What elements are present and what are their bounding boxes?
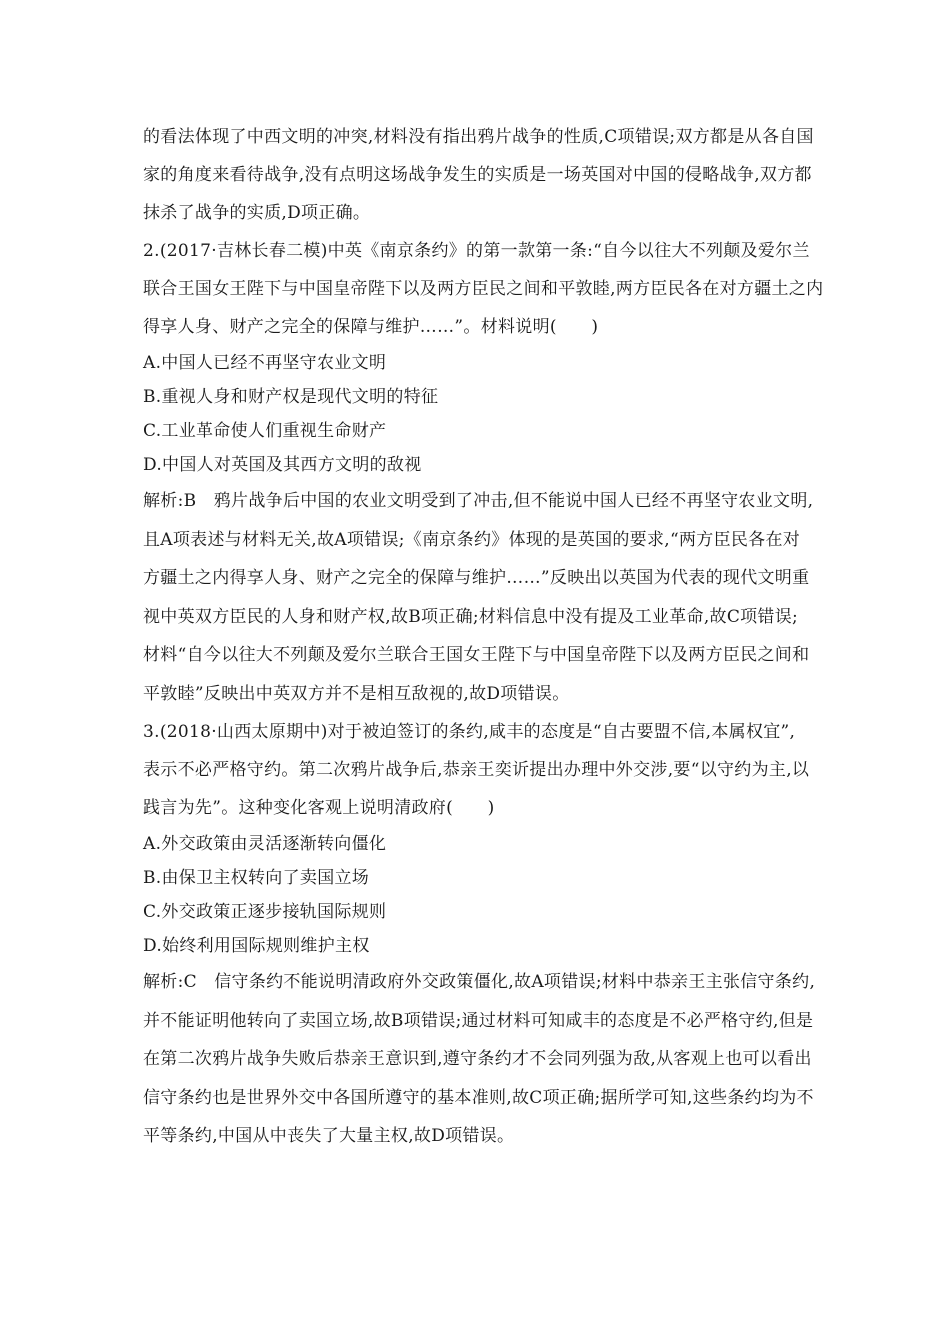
document-page — [143, 118, 824, 1156]
question-3-stem — [143, 713, 811, 827]
text-line: 视中英双方臣民的人身和财产权,故B项正确;材料信息中没有提及工业革命,故C项错误; — [143, 606, 799, 627]
text-line: 解析:B 鸦片战争后中国的农业文明受到了冲击,但不能说中国人已经不再坚守农业文明, — [143, 491, 814, 511]
text-line: 家的角度来看待战争,没有点明这场战争发生的实质是一场英国对中国的侵略战争,双方都 — [143, 165, 812, 185]
text-line: 平等条约,中国从中丧失了大量主权,故D项错误。 — [143, 1126, 515, 1146]
option-a: A.外交政策由灵活逐渐转向僵化 — [143, 834, 387, 854]
text-line: 3.(2018·山西太原期中)对于被迫签订的条约,咸丰的态度是“自古要盟不信,本属权宜”, — [143, 722, 796, 742]
text-line: 抹杀了战争的实质,D项正确。 — [143, 203, 371, 223]
option-d: D.始终利用国际规则维护主权 — [143, 936, 370, 956]
text-line: 2.(2017·吉林长春二模)中英《南京条约》的第一款第一条:“自今以往大不列颠及爱尔兰 — [143, 241, 810, 261]
option-c: C.外交政策正逐步接轨国际规则 — [143, 902, 387, 922]
text-line: 在第二次鸦片战争失败后恭亲王意识到,遵守条约才不会同列强为敌,从客观上也可以看出 — [143, 1049, 812, 1069]
text-line: 得享人身、财产之完全的保障与维护……”。材料说明( ) — [143, 317, 599, 337]
question-3-analysis — [143, 963, 816, 1156]
text-line: 且A项表述与材料无关,故A项错误;《南京条约》体现的是英国的要求,“两方臣民各在对 — [143, 529, 801, 550]
text-line: 的看法体现了中西文明的冲突,材料没有指出鸦片战争的性质,C项错误;双方都是从各自国 — [143, 127, 814, 147]
text-line: 材料“自今以往大不列颠及爱尔兰联合王国女王陛下与中国皇帝陛下以及两方臣民之间和 — [143, 645, 810, 665]
intro-paragraph — [143, 118, 814, 232]
text-line: 并不能证明他转向了卖国立场,故B项错误;通过材料可知咸丰的态度是不必严格守约,但是 — [143, 1010, 814, 1031]
text-line: 践言为先”。这种变化客观上说明清政府( ) — [143, 798, 495, 818]
question-2-stem — [143, 232, 824, 346]
option-d: D.中国人对英国及其西方文明的敌视 — [143, 455, 422, 475]
text-line: 信守条约也是世界外交中各国所遵守的基本准则,故C项正确;据所学可知,这些条约均为不 — [143, 1087, 814, 1108]
text-line: 表示不必严格守约。第二次鸦片战争后,恭亲王奕䜣提出办理中外交涉,要“以守约为主,以 — [143, 760, 810, 780]
option-b: B.由保卫主权转向了卖国立场 — [143, 868, 370, 888]
text-line: 平敦睦”反映出中英双方并不是相互敌视的,故D项错误。 — [143, 683, 570, 704]
option-c: C.工业革命使人们重视生命财产 — [143, 421, 387, 441]
option-a: A.中国人已经不再坚守农业文明 — [143, 353, 387, 373]
text-line: 联合王国女王陛下与中国皇帝陛下以及两方臣民之间和平敦睦,两方臣民各在对方疆土之内 — [143, 279, 824, 299]
question-2-options — [143, 346, 811, 482]
question-3-options — [143, 827, 811, 963]
option-b: B.重视人身和财产权是现代文明的特征 — [143, 387, 439, 407]
question-2-analysis — [143, 482, 814, 713]
text-line: 解析:C 信守条约不能说明清政府外交政策僵化,故A项错误;材料中恭亲王主张信守条约, — [143, 972, 816, 992]
text-line: 方疆土之内得享人身、财产之完全的保障与维护……”反映出以英国为代表的现代文明重 — [143, 568, 810, 588]
